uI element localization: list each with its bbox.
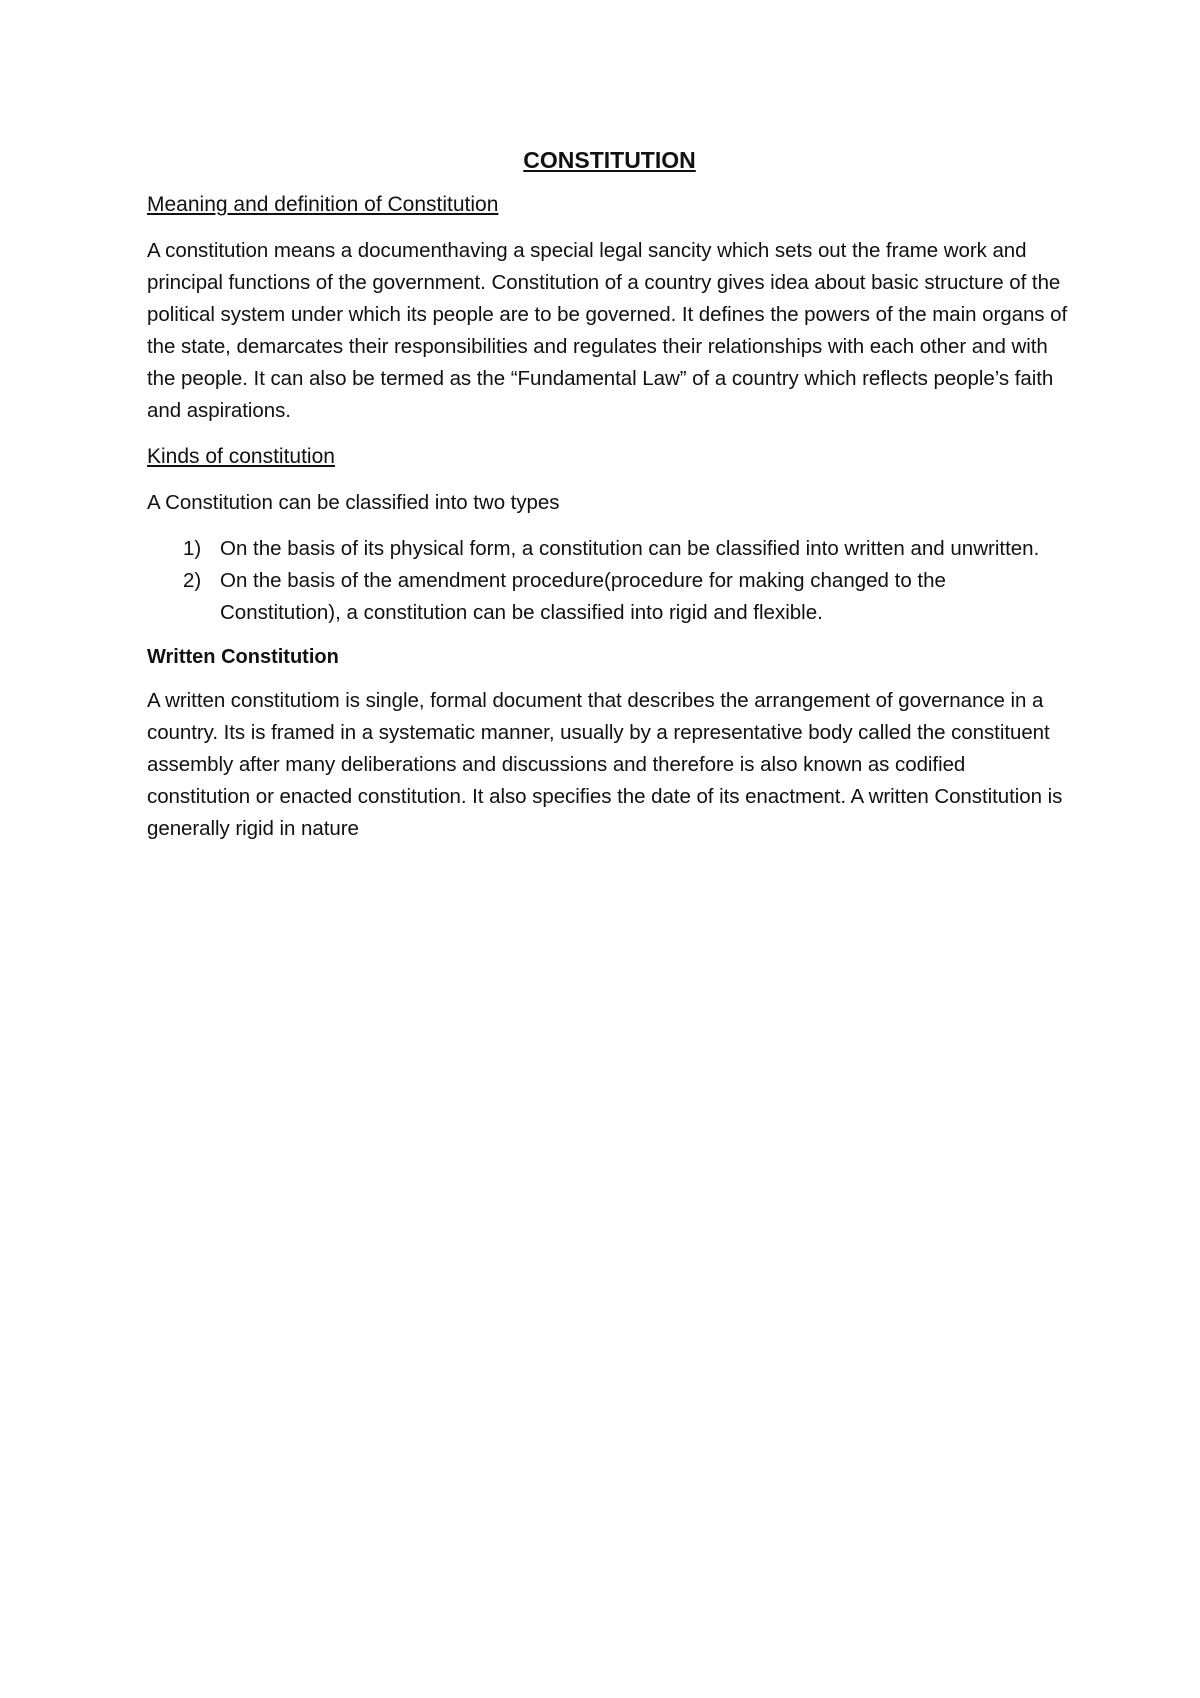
list-number: 1)	[183, 537, 202, 560]
list-item	[147, 533, 1072, 565]
paragraph-written: A written constitutiom is single, formal document that describes the arrangement of governance in a country. Its is framed in a systematic manner, usually by a representative body called the constituent assembly after many deliberations and discussions and therefore is also known as codified constitution or enacted constitution. It also specifies the date of its enactment. A written Constitution is generally rigid in nature	[147, 689, 1063, 840]
kinds-list	[147, 533, 1072, 629]
section-heading-meaning: Meaning and definition of Constitution	[147, 193, 499, 216]
list-item	[147, 565, 1072, 629]
section-heading-written: Written Constitution	[147, 646, 339, 668]
paragraph-meaning: A constitution means a documenthaving a special legal sancity which sets out the frame work and principal functions of the government. Constitution of a country gives idea about basic structure of the political system under which its people are to be governed. It defines the powers of the main organs of the state, demarcates their responsibilities and regulates their relationships with each other and with the people. It can also be termed as the “Fundamental Law” of a country which reflects people’s faith and aspirations.	[147, 239, 1068, 422]
list-item-text: On the basis of the amendment procedure(procedure for making changed to the Constitution), a constitution can be classified into rigid and flexible.	[220, 569, 946, 624]
list-item-text: On the basis of its physical form, a constitution can be classified into written and unwritten.	[220, 537, 1040, 560]
document-body	[147, 143, 1072, 859]
paragraph-kinds-intro: A Constitution can be classified into two types	[147, 491, 560, 514]
section-heading-kinds: Kinds of constitution	[147, 445, 335, 468]
list-number: 2)	[183, 569, 202, 592]
document-title: CONSTITUTION	[523, 147, 696, 173]
